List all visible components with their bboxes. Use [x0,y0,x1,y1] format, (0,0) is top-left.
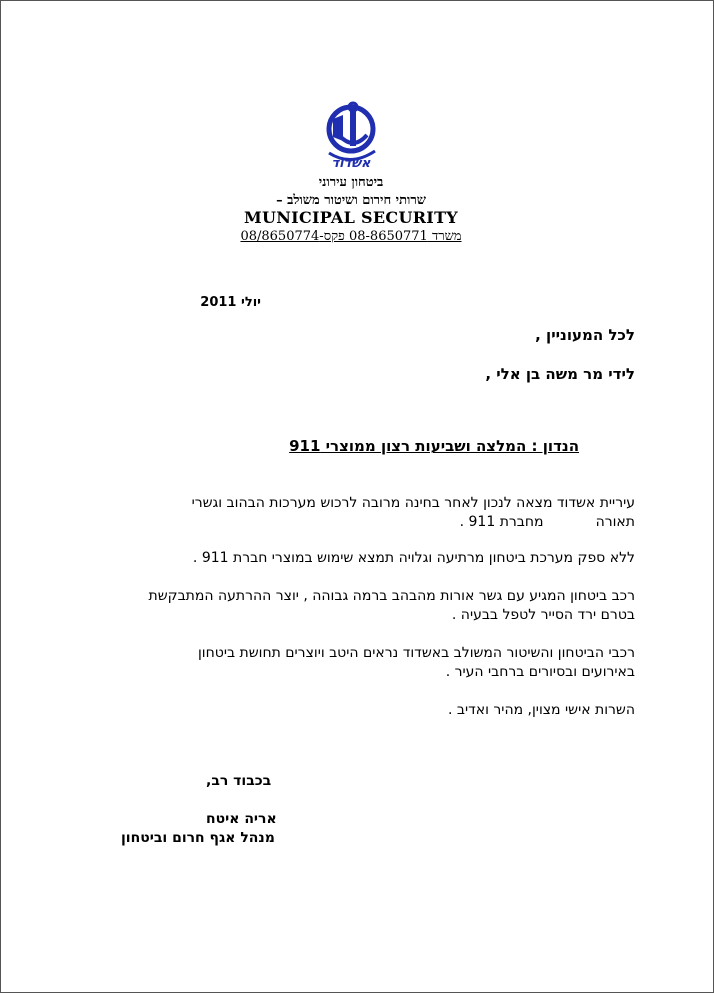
paragraph-4-line-2: באירועים ובסיורים ברחבי העיר . [445,664,635,680]
paragraph-3-line-1: רכב ביטחון המגיע עם גשר אורות מהבהב ברמה גבוהה , יוצר ההרתעה המתבקשת [148,588,635,604]
signature-regards: בכבוד רב, [206,773,272,789]
salutation: לכל המעוניין , [535,326,635,344]
paragraph-1 [192,494,635,532]
paragraph-3 [149,587,635,625]
subject-line: הנדון : המלצה ושביעות רצון ממוצרי 911 [289,437,579,455]
services-line: שרותי חירום ושיטור משולב – [276,193,426,208]
paragraph-4 [198,644,635,682]
signature-title: מנהל אגף חרום וביטחון [121,830,275,846]
paragraph-1-line-1: עיריית אשדוד מצאה לנכון לאחר בחינה מרובה לרכוש מערכות הבהוב וגשרי [191,495,635,511]
department-name: ביטחון עירוני [318,175,384,190]
attention-line: לידי מר משה בן אלי , [485,365,635,383]
contact-line: משרד 08-8650771 פקס-08/8650774 [240,229,462,244]
paragraph-2: ללא ספק מערכת ביטחון מרתיעה וגלויה תמצא שימוש במוצרי חברת 911 . [192,550,635,566]
ashdod-anchor-logo-icon [319,101,383,173]
paragraph-1-line-2b: מחברת 911 . [459,514,544,530]
paragraph-4-line-1: רכבי הביטחון והשיטור המשולב באשדוד נראים היטב ויוצרים תחושת ביטחון [197,645,635,661]
letter-date: יולי 2011 [200,295,261,310]
signature-name: אריה איטח [206,811,277,827]
paragraph-3-line-2: בטרם ירד הסייר לטפל בבעיה . [451,607,635,623]
paragraph-1-line-2 [192,513,635,532]
paragraph-1-line-2a: תאורה [595,514,635,530]
logo-text: אשדוד [331,156,371,171]
english-title: MUNICIPAL SECURITY [243,208,459,227]
paragraph-5: השרות אישי מצוין, מהיר ואדיב . [448,702,635,718]
